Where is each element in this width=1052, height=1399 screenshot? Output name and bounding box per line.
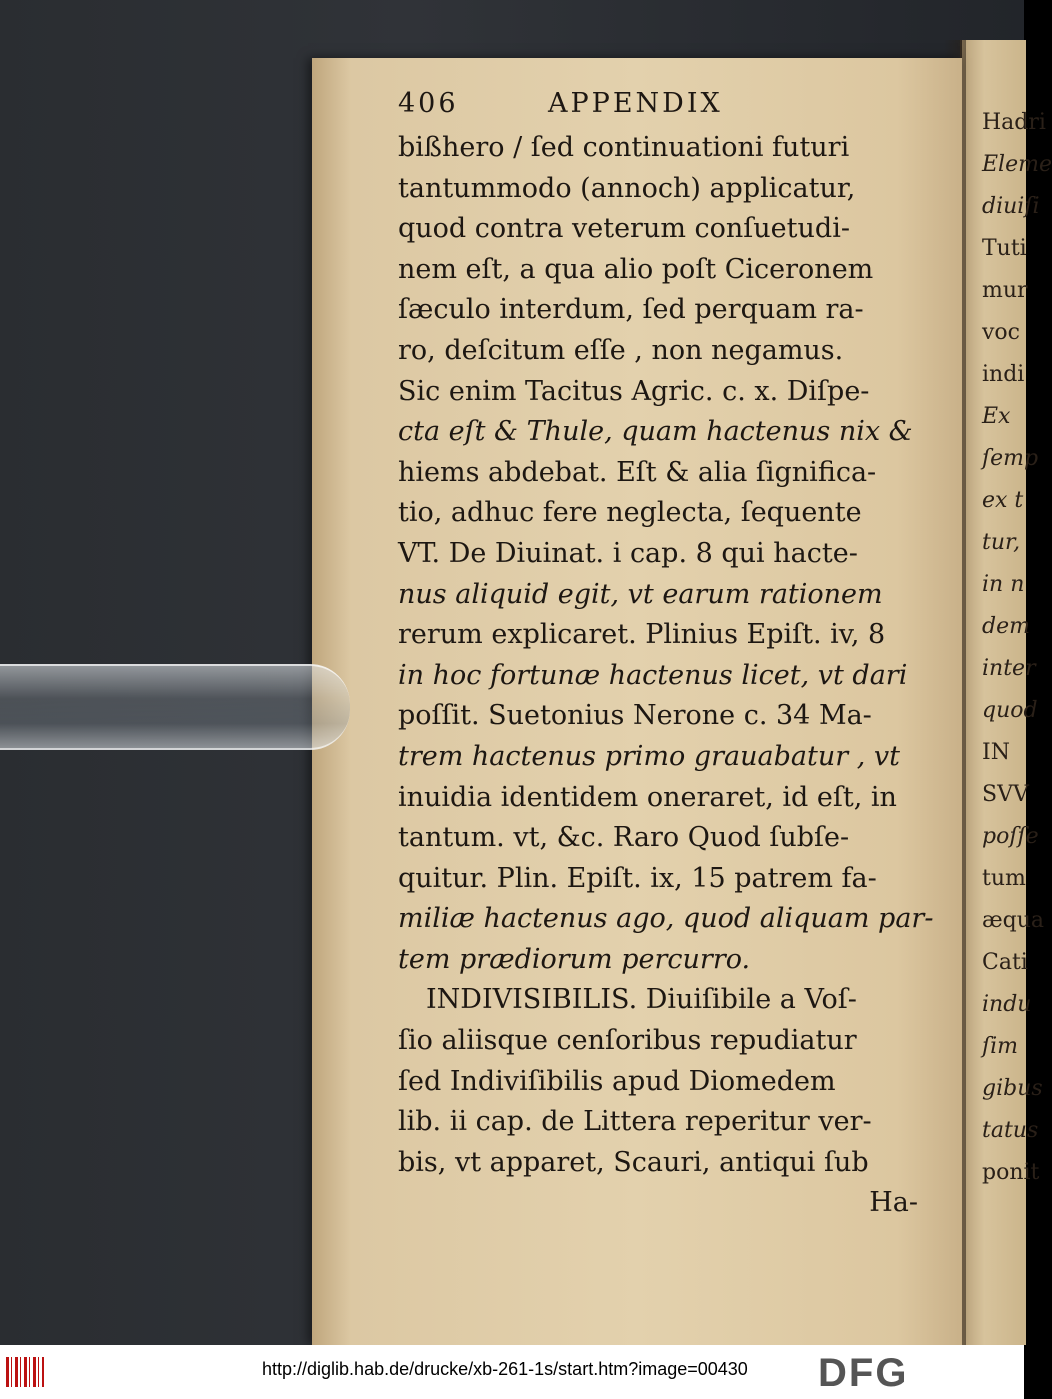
next-page-fragment: ſemp <box>982 446 1039 471</box>
text-line: trem hactenus primo grauabatur , vt <box>398 740 900 772</box>
text-line: inuidia identidem oneraret, id eſt, in <box>398 781 897 813</box>
text-line: bißhero / ſed continuationi futuri <box>398 132 850 163</box>
next-page-fragment: diuiſi <box>982 194 1040 219</box>
text-line: poſſit. Suetonius Nerone c. 34 Ma- <box>398 700 872 732</box>
barcode-icon <box>6 1357 44 1387</box>
text-line: nem eſt, a qua alio poſt Ciceronem <box>398 253 874 285</box>
next-page-fragment: Cati <box>982 950 1028 975</box>
text-line: Sic enim Tacitus Agric. c. x. Diſpe- <box>398 375 870 407</box>
next-page-fragment: ex t <box>982 488 1024 513</box>
text-line: miliæ hactenus ago, quod aliquam par- <box>398 903 934 935</box>
source-url[interactable]: http://diglib.hab.de/drucke/xb-261-1s/start.htm?image=00430 <box>262 1359 748 1379</box>
text-line: tio, adhuc fere neglecta, ſequente <box>398 497 862 529</box>
text-line: ſæculo interdum, ſed perquam ra- <box>398 294 864 326</box>
book-page <box>312 58 962 1345</box>
text-line: VT. De Diuinat. i cap. 8 qui hacte- <box>398 537 858 569</box>
next-page-fragment: voc <box>982 320 1020 345</box>
catchword: Ha- <box>869 1187 918 1219</box>
text-line: tem prædiorum percurro. <box>398 943 751 975</box>
entry-line: lib. ii cap. de Littera reperitur ver- <box>398 1106 872 1138</box>
next-page-fragment: mur <box>982 278 1028 303</box>
next-page-fragment: poſſe <box>982 824 1039 849</box>
next-page-fragment: gibus <box>982 1076 1043 1101</box>
page-text <box>398 88 934 1224</box>
text-line: quitur. Plin. Epiſt. ix, 15 patrem fa- <box>398 862 877 894</box>
next-page-fragment: Hadri <box>982 110 1046 135</box>
next-page-fragment: ſim <box>982 1034 1019 1059</box>
next-page-fragment: Tuti <box>982 236 1027 261</box>
next-page-fragment: in n <box>982 572 1025 597</box>
next-page-fragment: tatus <box>982 1118 1039 1143</box>
next-page-fragment: æqua <box>982 908 1045 933</box>
next-page-edge <box>960 40 1052 1345</box>
next-page-fragment: tum <box>982 866 1026 891</box>
entry-line: INDIVISIBILIS. Diuiſibile a Voſ- <box>426 984 857 1016</box>
next-page-fragment: quod <box>982 698 1038 723</box>
glass-page-weight <box>0 664 350 750</box>
next-page-fragment: inter <box>982 656 1036 681</box>
text-line: quod contra veterum conſuetudi- <box>398 213 850 245</box>
next-page-fragment: tur, <box>982 530 1021 555</box>
text-line: cta eſt & Thule, quam hactenus nix & <box>398 416 913 448</box>
next-page-fragment: indu <box>982 992 1032 1017</box>
next-page-fragment: IN <box>982 740 1010 765</box>
entry-line: ſed Indiviſibilis apud Diomedem <box>398 1065 836 1097</box>
text-line: tantum. vt, &c. Raro Quod ſubſe- <box>398 822 850 854</box>
text-line: hiems abdebat. Eſt & alia ſignifica- <box>398 456 877 488</box>
next-page-fragment: dem <box>982 614 1030 639</box>
next-page-fragment: ponit <box>982 1160 1040 1185</box>
text-line: in hoc fortunæ hactenus licet, vt dari <box>398 659 908 691</box>
running-title: APPENDIX <box>548 88 723 119</box>
dfg-logo: DFG <box>818 1351 909 1395</box>
text-line: tantummodo (annoch) applicatur, <box>398 172 856 204</box>
next-page-fragment: indi <box>982 362 1025 387</box>
entry-line: bis, vt apparet, Scauri, antiqui ſub <box>398 1146 869 1178</box>
next-page-fragment: SVV <box>982 782 1029 807</box>
entry-line: ſio aliisque cenſoribus repudiatur <box>398 1025 857 1057</box>
text-line: ro, deſcitum eſſe , non negamus. <box>398 334 844 366</box>
page-number: 406 <box>398 88 459 119</box>
page-header <box>398 88 918 128</box>
footer-bar <box>0 1345 1024 1399</box>
text-line: rerum explicaret. Plinius Epiſt. iv, 8 <box>398 619 886 651</box>
next-page-fragment: Eleme <box>982 152 1052 177</box>
next-page-fragment: Ex <box>982 404 1011 429</box>
text-line: nus aliquid egit, vt earum rationem <box>398 578 883 610</box>
